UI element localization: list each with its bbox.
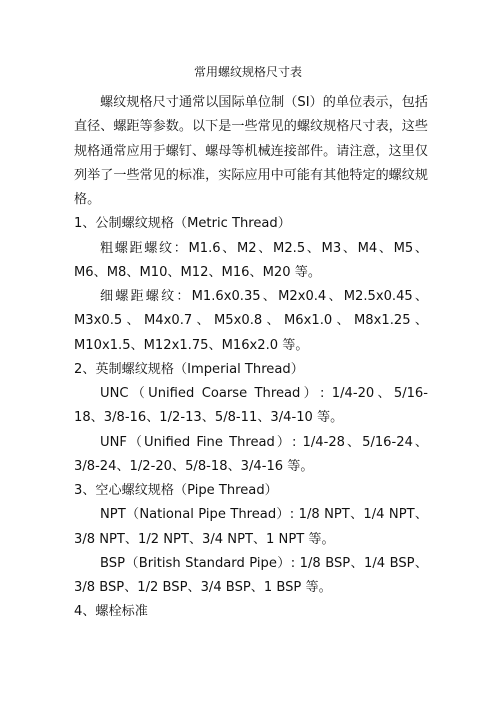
section-heading-imperial: 2、英制螺纹规格（Imperial Thread） <box>74 361 304 377</box>
npt-paragraph: NPT（National Pipe Thread）: 1/8 NPT、1/4 NPT、3/8 NPT、1/2 NPT、3/4 NPT、1 NPT 等。 <box>74 507 428 547</box>
section-heading-pipe: 3、空心螺纹规格（Pipe Thread） <box>74 483 278 498</box>
unf-paragraph: UNF（Unified Fine Thread）: 1/4-28、5/16-24、3/8-24、1/2-20、5/8-18、3/4-16 等。 <box>74 434 428 474</box>
metric-fine-paragraph: 细螺距螺纹：M1.6x0.35、M2x0.4、M2.5x0.45、M3x0.5、M4x0.7、M5x0.8、M6x1.0、M8x1.25、M10x1.5、M12x1.75、M16x2.0 等。 <box>74 289 428 353</box>
section-heading-metric: 1、公制螺纹规格（Metric Thread） <box>74 216 291 232</box>
bsp-paragraph: BSP（British Standard Pipe）: 1/8 BSP、1/4 BSP、3/8 BSP、1/2 BSP、3/4 BSP、1 BSP 等。 <box>74 555 428 595</box>
page-title: 常用螺纹规格尺寸表 <box>193 65 302 79</box>
section-heading-bolt-standard: 4、螺栓标准 <box>74 604 148 620</box>
unc-paragraph: UNC（Unified Coarse Thread）: 1/4-20、5/16-18、3/8-16、1/2-13、5/8-11、3/4-10 等。 <box>74 386 428 426</box>
document-body <box>74 91 428 625</box>
metric-coarse-paragraph: 粗螺距螺纹：M1.6、M2、M2.5、M3、M4、M5、M6、M8、M10、M12、M16、M20 等。 <box>74 240 428 280</box>
intro-paragraph: 螺纹规格尺寸通常以国际单位制（SI）的单位表示，包括直径、螺距等参数。以下是一些常见的螺纹规格尺寸表，这些规格通常应用于螺钉、螺母等机械连接部件。请注意，这里仅列举了一些常见的标准，实际应用中可能有其他特定的螺纹规格。 <box>74 95 428 207</box>
